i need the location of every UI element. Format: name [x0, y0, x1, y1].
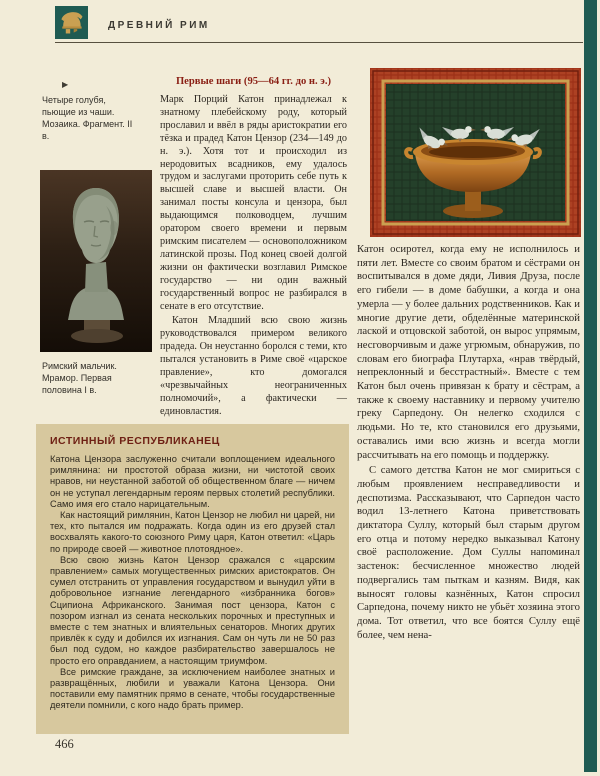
marble-bust-image	[40, 170, 152, 352]
roman-helmet-icon	[57, 8, 86, 37]
article-paragraph: Марк Порций Катон принадлежал к знатному плебейскому роду, который прославил и ввёл в ряды аристократии его тёзка и прадед Катон Цензор (234—149 до н. э.). Хотя тот и происходил из неродовитых всадников, ему удалось трудом и заслугами проторить себе путь к высшей славе и высшей власти. Он занимал посты консула и цензора, был выдающимся полководцем, лучшим оратором своего времени и первым римским писателем — основоположником латинской прозы. Под конец своей долгой жизни он фактически возглавил Римское государство — ни один важный государственный вопрос не разбирался в сенате в его отсутствие.	[160, 94, 347, 312]
chapter-emblem-tile	[55, 6, 88, 39]
page-edge-bar	[584, 0, 597, 772]
mosaic-caption	[42, 79, 140, 142]
article-paragraph: Катон осиротел, когда ему не исполнилось и пяти лет. Вместе со своим братом и сёстрами он воспитывался в доме дяди, Ливия Друза, после его гибели — в доме бабушки, а когда и она умерла — у более дальних родственников. Как и многие другие дети, обделённые материнской лаской и отцовской заботой, он вырос упрямым, несговорчивым и даже угрюмым, обнаружив, по словам его биографа Плутарха, «нрав твёрдый, непреклонный и бесстрастный». Вместе с тем Катон был очень привязан к брату и сёстрам, а также к своему наставнику и первому учителю греку Сарпедону. Он нелегко сходился с людьми. Но те, кто становился его друзьями, оставались ими всю жизнь и всегда могли рассчитывать на его помощь и поддержку.	[357, 243, 580, 461]
header-divider	[55, 42, 583, 43]
bust-caption: Римский мальчик. Мрамор. Первая половина I в.	[42, 361, 117, 395]
page-number: 466	[55, 737, 74, 751]
chapter-title: ДРЕВНИЙ РИМ	[108, 20, 210, 31]
article-heading: Первые шаги (95—64 гг. до н. э.)	[175, 76, 332, 87]
sidebar-title: ИСТИННЫЙ РЕСПУБЛИКАНЕЦ	[50, 435, 220, 447]
sidebar-paragraph: Катона Цензора заслуженно считали воплощением идеального римлянина: ни простотой образа жизни, ни чистотой своих нравов, ни неустанной заботой об общественном благе — ничем он не уступал легендарным героям первых столетий республики. Само имя его стало нарицательным.	[50, 454, 335, 509]
article-paragraph: Катон Младший всю свою жизнь руководствовался примером великого прадеда. Он неустанно боролся с теми, кто пытался установить в Риме своё «царское правление», кто домогался «чрезвычайных неограниченных полномочий», а фактически — единовластия.	[160, 315, 347, 417]
doves-mosaic-image	[370, 68, 581, 237]
bust-photo	[40, 170, 152, 352]
sidebar-paragraph: Как настоящий римлянин, Катон Цензор не любил ни царей, ни тех, кто пытался им подражать. Когда один из его друзей стал восхвалять какого-то союзного Риму царя, Катон ответил: «Царь по природе своей — животное плотоядное».	[50, 510, 335, 554]
mosaic-caption-text: Четыре голубя, пьющие из чаши. Мозаика. Фрагмент. II в.	[42, 95, 133, 141]
sidebar-paragraph: Все римские граждане, за исключением наиболее знатных и развращённых, любили и уважали Катона Цензора. Они поставили ему памятник прямо в сенате, чтобы государственные деятели помнили, с кого надо брать пример.	[50, 666, 335, 711]
article-column-left	[160, 76, 347, 424]
sidebar-true-republican	[36, 424, 349, 734]
sidebar-paragraph: Всю свою жизнь Катон Цензор сражался с «царским правлением» самых могущественных римских аристократов. Он сумел отстранить от управления государством и вынудил уйти в добровольное изгнание легендарного «избранника богов» Сципиона Африканского. Занимая пост цензора, Катон с позором изгнал из сената нескольких порочных и преступных и вместе с тем знатных и влиятельных сенаторов. Многих других привлёк к суду и добился их изгнания. Сам он чуть ли не 50 раз был под судом, но каждое разбирательство завершалось не просто его оправданием, а настоящим триумфом.	[50, 554, 335, 666]
caption-pointer-icon: ▶	[62, 80, 69, 89]
doves-mosaic-photo	[370, 68, 581, 237]
article-paragraph: С самого детства Катон не мог смириться с любым проявлением несправедливости и деспотизма. Рассказывают, что Сарпедон часто водил 13-летнего Катона приветствовать диктатора Суллу, который был старым другом его отца и потому нередко выказывал Катону своё расположение. Дом Суллы напоминал застенок: бесчисленное множество людей подвергались там пыткам и казням. Видя, как выносят головы казнённых, Катон спросил Сарпедона, почему никто не убьёт хозяина этого дома. Тот ответил, что все боятся Суллу ещё более, чем нена-	[357, 464, 580, 641]
article-column-right	[357, 243, 580, 741]
